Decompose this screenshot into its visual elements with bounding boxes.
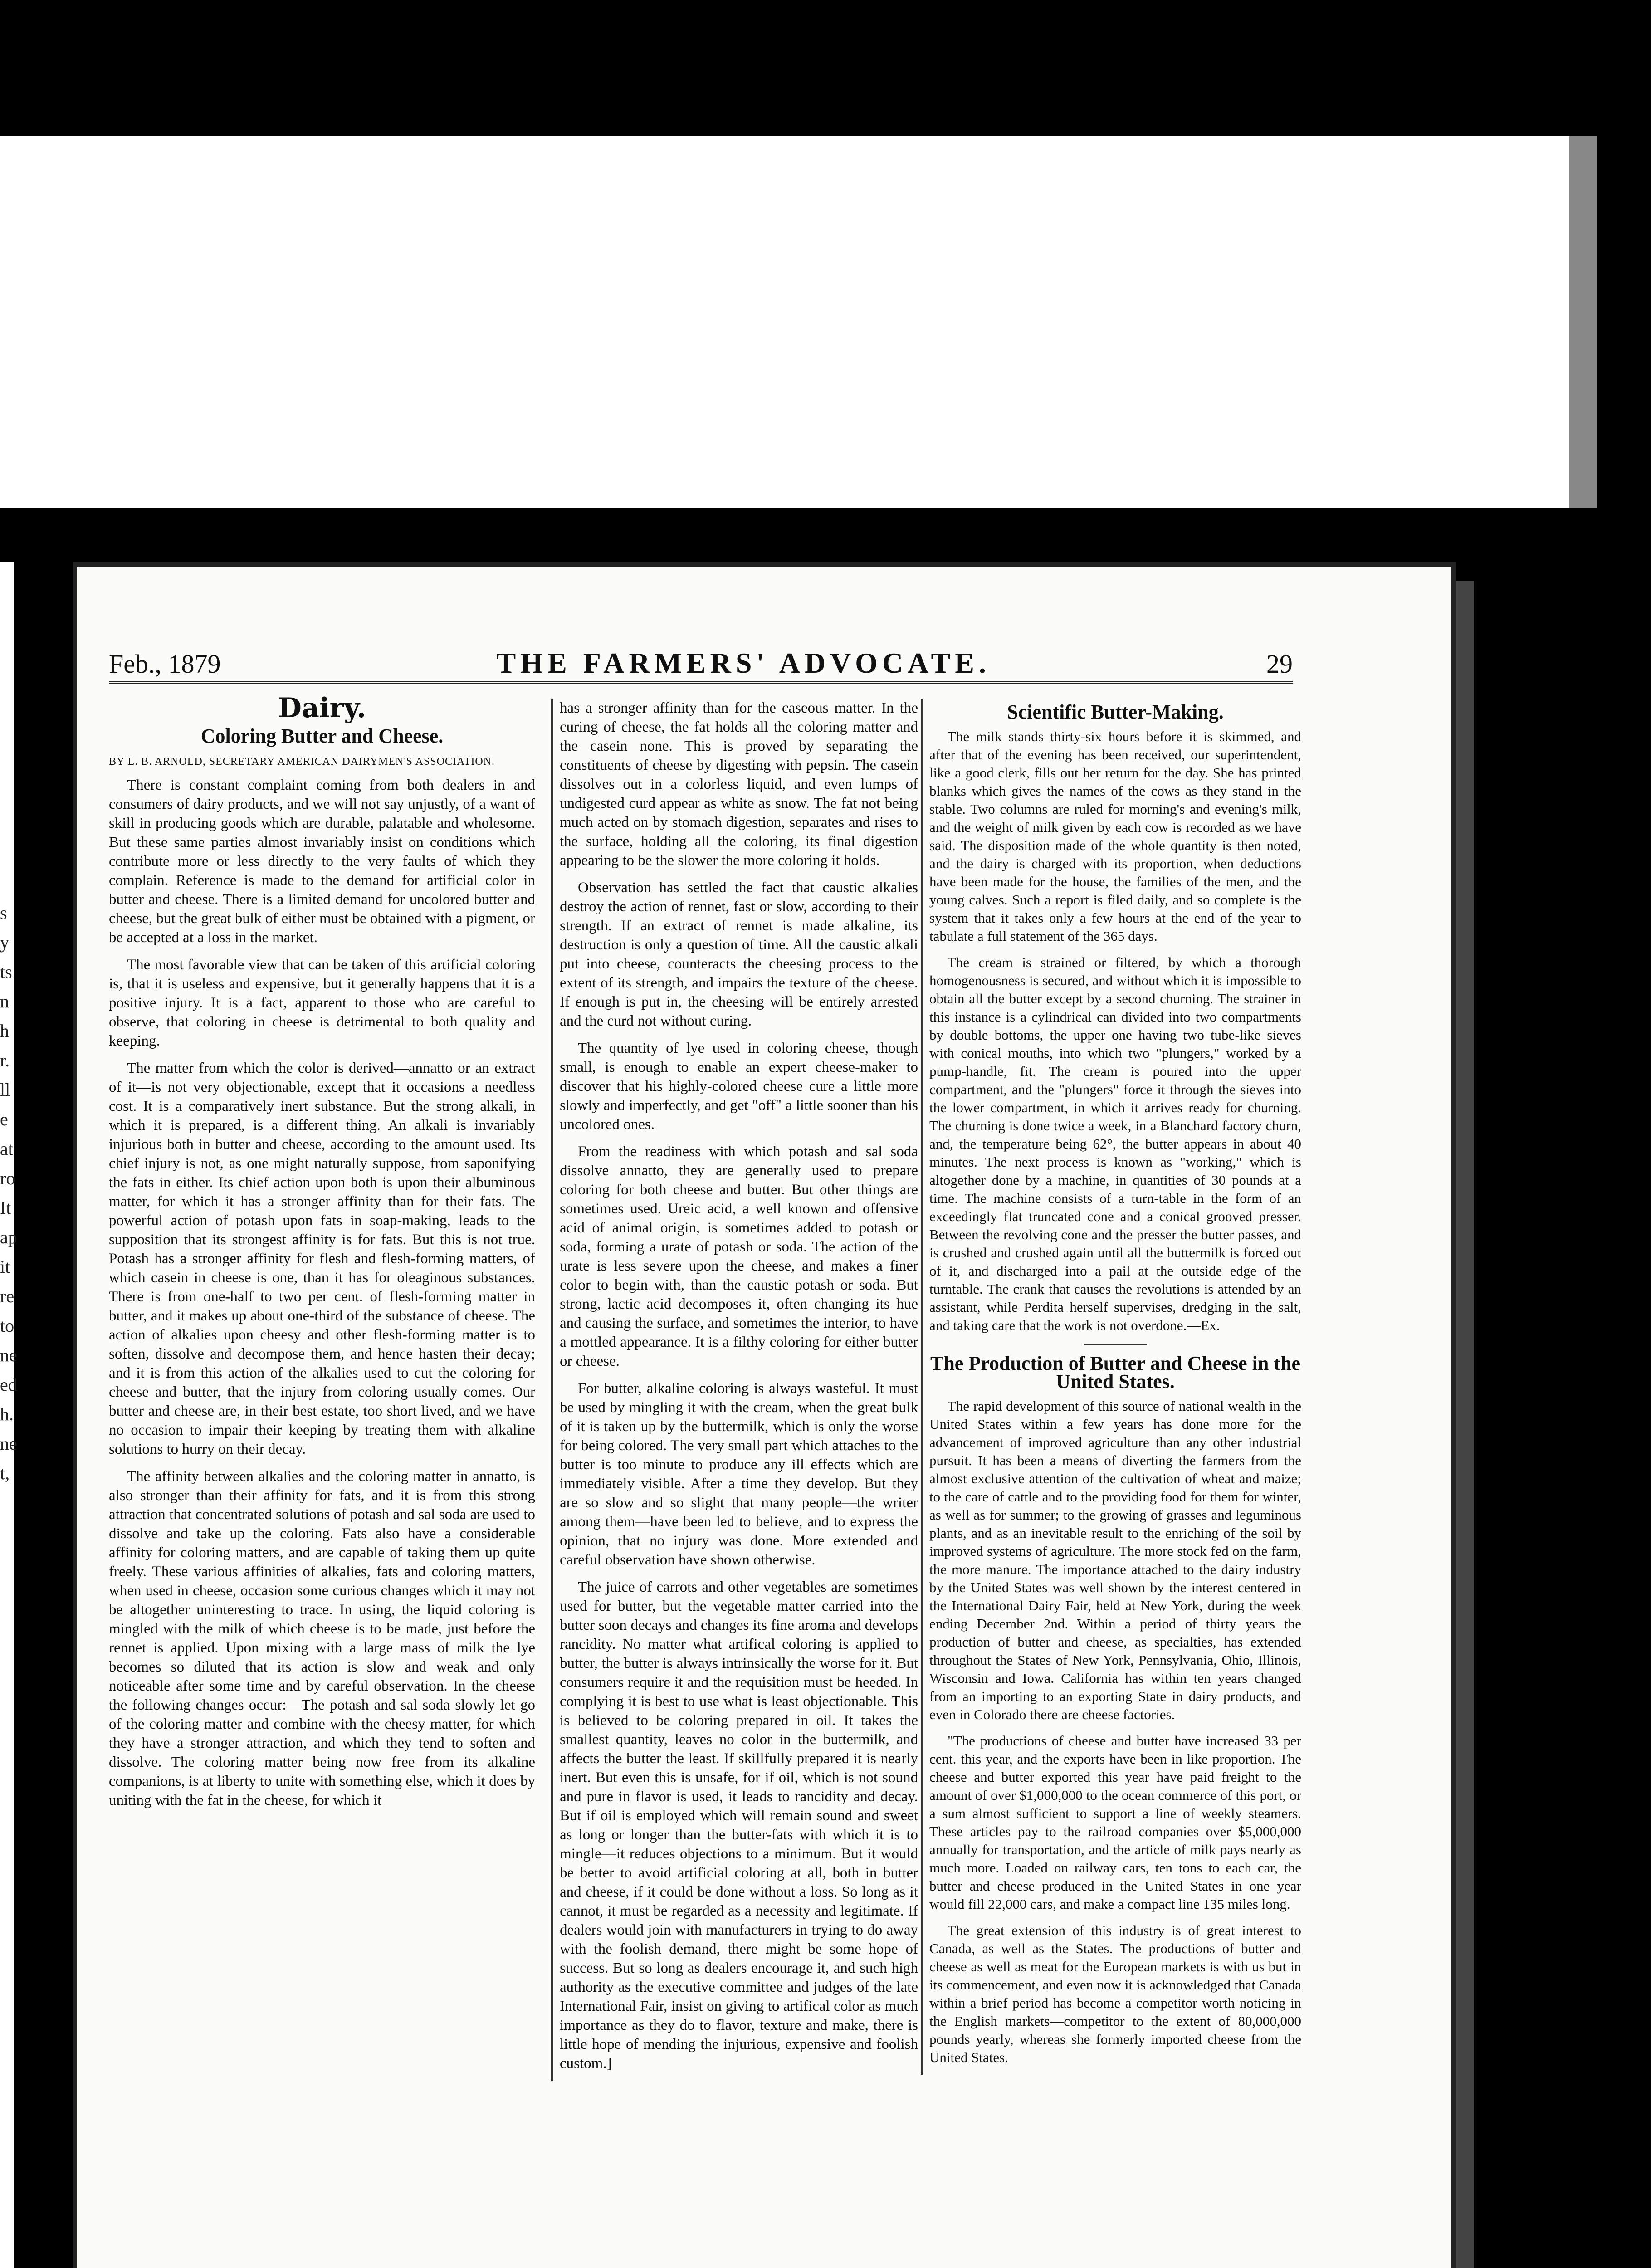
article-title-production: The Production of Butter and Cheese in the United States. — [930, 1352, 1301, 1393]
article-title-coloring: Coloring Butter and Cheese. — [200, 725, 444, 747]
paragraph: The rapid development of this source of national wealth in the United States within a few years has done more for the advancement of improved agriculture than any other industrial pursuit. It has been a means of diverting the farmers from the almost exclusive attention of the cultivation of wheat and maize; to the care of cattle and to the providing food for them for winter, as well as for summer; to the growing of grasses and leguminous plants, and as an inevitable result to the enriching of the soil by improved systems of agriculture. The more stock fed on the farm, the more manure. The importance attached to the dairy industry by the United States was well shown by the interest centered in the International Dairy Fair, held at New York, during the week ending December 2nd. Within a period of thirty years the production of butter and cheese, as specialties, has extended throughout the States of New York, Pennsylvania, Ohio, Illinois, Wisconsin and Iowa. California has within ten years changed from an importing to an exporting State in dairy products, and even in Colorado there are cheese factories. — [929, 1398, 1301, 1722]
paragraph: The affinity between alkalies and the coloring matter in annatto, is also stronger than their affinity for fats, and it is from this strong attraction that concentrated solutions of potash and sal soda are used to dissolve and take up the coloring. Fats also have a considerable affinity for coloring matters, and are capable of taking them up quite freely. These various affinities of alkalies, fats and coloring matters, when used in cheese, occasion some curious changes which it may not be altogether uninteresting to trace. In using, the liquid coloring is mingled with the milk of which cheese is to be made, just before the rennet is applied. Upon mixing with a large mass of milk the lye becomes so diluted that its action is slow and weak and only noticeable after some time and by careful observation. In the cheese the following changes occur:—The potash and sal soda slowly let go of the coloring matter and combine with the cheesy matter, for which they have a stronger attraction, and which they tend to soften and dissolve. The coloring matter being now free from its alkaline companions, is at liberty to unite with something else, which it does by uniting with the fat in the cheese, for which it — [109, 1468, 535, 1809]
article-byline: BY L. B. ARNOLD, SECRETARY AMERICAN DAIRYMEN'S ASSOCIATION. — [109, 756, 495, 767]
newspaper-title: THE FARMERS' ADVOCATE. — [496, 647, 991, 679]
masthead — [109, 646, 1293, 684]
paragraph: The cream is strained or filtered, by which a thorough homogenousness is secured, and without which it is impossible to obtain all the butter except by a second churning. The strainer in this instance is a cylindrical can divided into two compartments by double bottoms, the upper one having two tube-like sieves with conical mouths, into which two "plungers," worked by a pump-handle, fit. The cream is poured into the upper compartment, and the "plungers" force it through the sieves into the lower compartment, in which it arrives ready for churning. The churning is done twice a week, in a Blanchard factory churn, and, the temperature being 62°, the butter appears in about 40 minutes. The next process is known as "working," which is altogether done by a machine, in quantities of 30 pounds at a time. The machine consists of a turn-table in the form of an exceedingly flat truncated cone and a conical grooved presser. Between the revolving cone and the presser the butter passes, and is crushed and crushed again until all the buttermilk is forced out of it, and discharged into a pail at the outside edge of the turntable. The crank that causes the revolutions is attended by an assistant, while Perdita herself supervises, dredging in the salt, and taking care that the work is not overdone.—Ex. — [929, 954, 1301, 1333]
paragraph: There is constant complaint coming from both dealers in and consumers of dairy products, and we will not say unjustly, of a want of skill in producing goods which are durable, palatable and wholesome. But these same parties almost invariably insist on conditions which contribute more or less directly to the very faults of which they complain. Reference is made to the demand for artificial color in butter and cheese. There is a limited demand for uncolored butter and cheese, but the great bulk of either must be obtained with a pigment, or be accepted at a loss in the market. — [109, 777, 535, 946]
paragraph: The milk stands thirty-six hours before it is skimmed, and after that of the evening has been received, our superintendent, like a good clerk, fills out her return for the day. She has printed blanks which gives the names of the cows as they stand in the stable. Two columns are ruled for morning's and evening's milk, and the weight of milk given by each cow is recorded as we have said. The disposition made of the whole quantity is then noted, and the dairy is charged with its proportion, when deductions have been made for the house, the families of the men, and the young calves. Such a report is filed daily, and so complete is the system that it takes only a few hours at the end of the year to tabulate a full statement of the 365 days. — [929, 728, 1301, 944]
paragraph: The juice of carrots and other vegetables are sometimes used for butter, but the vegetable matter carried into the butter soon decays and changes its fine aroma and develops rancidity. No matter what artifical coloring is applied to butter, the butter is always intrinsically the worse for it. But consumers require it and the requisition must be heeded. In complying it is best to use what is least objectionable. This is believed to be coloring prepared in oil. It takes the smallest quantity, leaves no color in the buttermilk, and affects the butter the least. If skillfully prepared it is nearly inert. But even this is unsafe, for if oil, which is not sound and pure in flavor is used, it leads to rancidity and decay. But if oil is employed which will remain sound and sweet as long or longer than the butter-fats with which it is to mingle—it reduces objections to a minimum. But it would be better to avoid artificial coloring at all, both in butter and cheese, if it could be done without a loss. So long as it cannot, it must be regarded as a necessity and legitimate. If dealers would join with manufacturers in trying to do away with the foolish demand, there might be some hope of success. But so long as dealers encourage it, and such high authority as the executive committee and judges of the late International Fair, insist on giving to artifical color as much importance as they do to flavor, texture and make, there is little hope of mending the injurious, expensive and foolish custom.] — [560, 1579, 918, 2072]
paragraph: has a stronger affinity than for the caseous matter. In the curing of cheese, the fat holds all the coloring matter and the casein none. This is proved by separating the constituents of cheese by digesting with pepsin. The casein dissolves out in a colorless liquid, and even lumps of undigested curd appear as white as snow. The fat not being much acted on by stomach digestion, separates and rises to the surface, holding all the coloring, its final digestion appearing to be the slower the more coloring it holds. — [560, 700, 918, 869]
paragraph: For butter, alkaline coloring is always wasteful. It must be used by mingling it with the cream, when the great bulk of it is taken up by the buttermilk, which is only the worse for being colored. The very small part which attaches to the butter is too minute to produce any ill effects which are immediately visible. After a time they develop. But they are so slow and so slight that many people—the writer among them—have been led to believe, and to express the opinion, that no injury was done. More extended and careful observation have shown otherwise. — [560, 1380, 918, 1568]
section-heading: Dairy. — [278, 692, 366, 724]
column-1 — [109, 692, 535, 1818]
paragraph: From the readiness with which potash and sal soda dissolve annatto, they are generally used to prepare coloring for both cheese and butter. But other things are sometimes used. Ureic acid, a well known and offensive acid of animal origin, is sometimes added to potash or soda, forming a urate of potash or soda. The action of the urate is less severe upon the cheese, and makes a finer color to begin with, than the caustic potash or soda. But strong, lactic acid decomposes it, often changing its hue and causing the surface, and sometimes the interior, to have a mottled appearance. It is a filthy coloring for either butter or cheese. — [560, 1144, 918, 1369]
column-3 — [921, 699, 1301, 2075]
adjacent-page-letters: s y ts n h r. ll e at ro It ap it re to ne ed h. ne t, — [0, 903, 17, 1483]
article-title-scientific: Scientific Butter-Making. — [1007, 701, 1224, 723]
paragraph: "The productions of cheese and butter have increased 33 per cent. this year, and the exports have been in like proportion. The cheese and butter exported this year have paid freight to the amount of over $1,000,000 to the ocean commerce of this port, or a sum almost sufficient to support a line of weekly steamers. These articles pay to the railroad companies over $5,000,000 annually for transportation, and the article of milk pays nearly as much more. Loaded on railway cars, ten tons to each car, the butter and cheese produced in the United States in one year would fill 22,000 cars, and make a compact line 135 miles long. — [929, 1733, 1301, 1912]
paragraph: The matter from which the color is derived—annatto or an extract of it—is not very objectionable, except that it occasions a needless cost. It is a comparatively inert substance. But the strong alkali, in which it is prepared, is a different thing. An alkali is invariably injurious both in butter and cheese, according to the amount used. Its chief injury is not, as one might naturally suppose, from saponifying the fats in either. Its chief action upon both is upon their albuminous matter, for which it has a stronger affinity than for their fats. The powerful action of potash upon fats in soap-making, leads to the supposition that its strongest affinity is for fats. But this is not true. Potash has a stronger affinity for flesh and flesh-forming matters, of which casein in cheese is one, than it has for oleaginous substances. There is from one-half to two per cent. of flesh-forming matter in butter, and it makes up about one-third of the substance of cheese. The action of alkalies upon cheesy and other flesh-forming matter is to soften, dissolve and decompose them, and hence hasten their decay; and it is from this action of the alkalies used to cut the coloring for cheese and butter, that the injury from coloring usually comes. Our butter and cheese are, in their best estate, too short lived, and we have no occasion to impair their keeping by treating them with alkaline solutions to hurry on their decay. — [109, 1060, 535, 1457]
column-2 — [551, 699, 918, 2081]
paragraph: The most favorable view that can be taken of this artificial coloring is, that it is useless and expensive, but it generally happens that it is a positive injury. It is a fact, apparent to those who are careful to observe, that coloring in cheese is detrimental to both quality and keeping. — [109, 957, 535, 1049]
paragraph: The quantity of lye used in coloring cheese, though small, is enough to enable an expert cheese-maker to discover that his highly-colored cheese cure a little more slowly and imperfectly, and get "off" a little sooner than his uncolored ones. — [560, 1040, 918, 1133]
paragraph: Observation has settled the fact that caustic alkalies destroy the action of rennet, fast or slow, according to their strength. If an extract of rennet is made alkaline, its destruction is only a question of time. All the caustic alkali put into cheese, counteracts the cheesing process to the extent of its strength, and impairs the texture of the cheese. If enough is put in, the cheesing will be entirely arrested and the curd not without curing. — [560, 880, 918, 1029]
issue-date: Feb., 1879 — [109, 649, 221, 679]
page-edge-shadow — [1569, 136, 1597, 508]
previous-page-strip — [0, 136, 1588, 508]
divider — [1084, 1344, 1147, 1345]
page-number: 29 — [1266, 649, 1293, 679]
paragraph: The great extension of this industry is of great interest to Canada, as well as the States. The productions of butter and cheese as well as meat for the European markets is with us but in its commencement, and even now it is acknowledged that Canada within a brief period has become a competitor worth noticing in the English markets—competitor to the extent of 80,000,000 pounds yearly, whereas she formerly imported cheese from the United States. — [929, 1922, 1301, 2065]
